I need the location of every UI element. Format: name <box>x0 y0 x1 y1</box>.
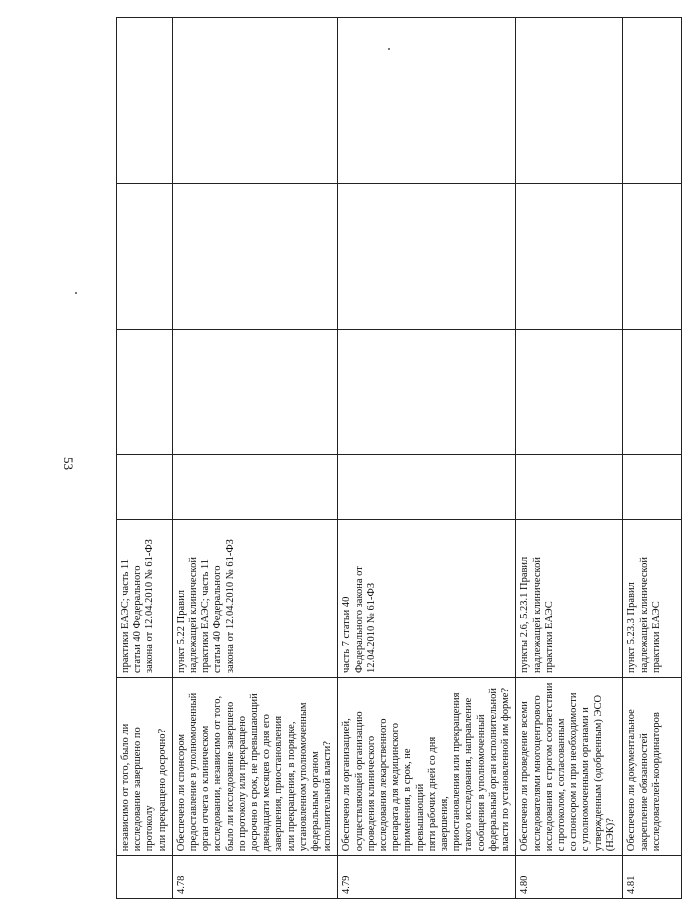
empty-cell <box>117 454 173 519</box>
empty-cell <box>117 329 173 454</box>
empty-cell <box>117 183 173 329</box>
question-cell: Обеспечено ли документальное закрепление обязанностей исследователей-координаторов <box>623 677 682 855</box>
empty-cell <box>338 454 516 519</box>
empty-cell <box>172 329 338 454</box>
empty-cell <box>172 183 338 329</box>
table-row <box>516 18 623 899</box>
reference-cell: пункты 2.6, 5.23.1 Правил надлежащей клинической практики ЕАЭС <box>516 519 623 677</box>
table-row <box>338 18 516 899</box>
table-row <box>172 18 338 899</box>
empty-cell <box>516 329 623 454</box>
empty-cell <box>338 183 516 329</box>
table-row <box>117 18 173 899</box>
reference-cell: пункт 5.23.3 Правил надлежащей клинической практики ЕАЭС <box>623 519 682 677</box>
scan-speck <box>75 292 77 294</box>
empty-cell <box>516 183 623 329</box>
question-cell: независимо от того, было ли исследование завершено по протоколу или прекращено досрочно? <box>117 677 173 855</box>
empty-cell <box>338 18 516 184</box>
empty-cell <box>516 18 623 184</box>
table-row <box>623 18 682 899</box>
scan-speck <box>388 48 390 50</box>
row-number: 4.80 <box>516 856 623 899</box>
question-cell: Обеспечено ли спонсором предоставление в уполномоченный орган отчета о клиническом исследовании, независимо от того, было ли исследование завершено по протоколу или прекращено досрочно в срок, не превышающий двенадцати месяцев со дня его завершения, приостановления или прекращения, в порядке, установленном уполномоченным федеральным органом исполнительной власти? <box>172 677 338 855</box>
empty-cell <box>117 18 173 184</box>
empty-cell <box>172 18 338 184</box>
row-number: 4.79 <box>338 856 516 899</box>
empty-cell <box>623 183 682 329</box>
checklist-table <box>116 17 682 899</box>
question-cell: Обеспечено ли организацией, осуществляющей организацию проведения клинического исследования лекарственного препарата для медицинского применения, в срок, не превышающий пяти рабочих дней со дня завершения, приостановления или прекращения такого исследования, направление сообщения в уполномоченный федеральный орган исполнительной власти по установленной им форме? <box>338 677 516 855</box>
empty-cell <box>623 18 682 184</box>
row-number <box>117 856 173 899</box>
empty-cell <box>623 329 682 454</box>
empty-cell <box>172 454 338 519</box>
empty-cell <box>623 454 682 519</box>
row-number: 4.81 <box>623 856 682 899</box>
empty-cell <box>516 454 623 519</box>
page-number: 53 <box>61 457 76 470</box>
question-cell: Обеспечено ли проведение всеми исследователями многоцентрового исследования в строгом соответствии с протоколом, согласованным со спонсором и при необходимости с уполномоченными органами и утвержденным (одобренным) ЭСО (НЭК)? <box>516 677 623 855</box>
reference-cell: пункт 5.22 Правил надлежащей клинической практики ЕАЭС; часть 11 статьи 40 Федерального закона от 12.04.2010 № 61-ФЗ <box>172 519 338 677</box>
reference-cell: практики ЕАЭС; часть 11 статьи 40 Федерального закона от 12.04.2010 № 61-ФЗ <box>117 519 173 677</box>
row-number: 4.78 <box>172 856 338 899</box>
empty-cell <box>338 329 516 454</box>
reference-cell: часть 7 статьи 40 Федерального закона от 12.04.2010 № 61-ФЗ <box>338 519 516 677</box>
